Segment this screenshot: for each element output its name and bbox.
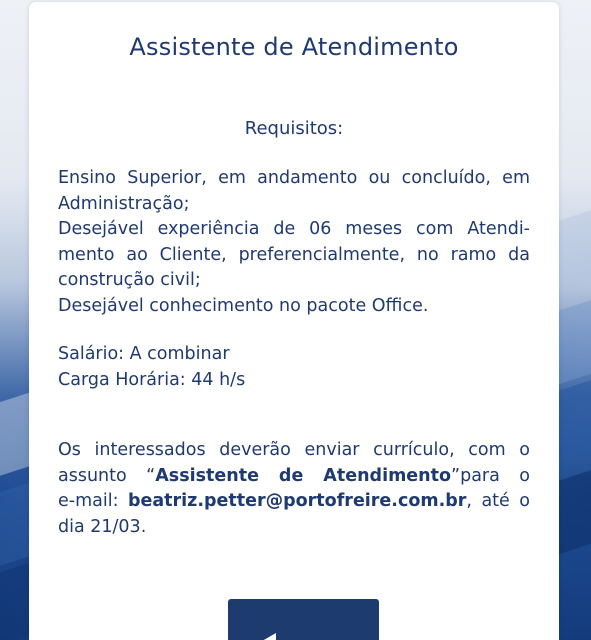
email-address-link[interactable]: beatriz.petter@portofreire.com.br [127,491,467,511]
requirements-list [58,166,530,319]
navigation-tab[interactable] [228,599,379,640]
job-title: Assistente de Atendimento [129,33,459,61]
application-instructions [58,438,530,540]
subject-highlight: Assistente de Atendimento [155,465,452,486]
deadline-text: dia 21/03. [58,516,147,537]
requirements-heading: Requisitos: [244,118,344,139]
instructions-line [58,464,530,490]
requirement-line: Desejável experiência de 06 meses com Atendi- [58,219,530,239]
requirement-line: Ensino Superior, em andamento ou concluído, em [58,168,530,188]
requirement-line: Desejável conhecimento no pacote Office. [58,295,429,316]
subject-suffix: ”para o [451,465,531,486]
compensation-info [58,342,530,393]
play-arrow-left-icon [262,633,276,640]
instructions-line [58,489,530,515]
requirement-line: construção civil; [58,270,201,290]
deadline-prefix: , até o [466,491,530,511]
email-prefix: e-mail: [58,491,128,511]
requirement-line: Administração; [58,193,190,214]
subject-prefix: assunto “ [58,465,156,486]
salary-text: Salário: A combinar [58,344,230,364]
work-hours-text: Carga Horária: 44 h/s [58,369,246,390]
requirement-line: mento ao Cliente, preferencialmente, no ramo da [58,244,530,265]
instructions-line: Os interessados deverão enviar currículo, com o [58,440,530,460]
job-posting-card [29,2,559,640]
